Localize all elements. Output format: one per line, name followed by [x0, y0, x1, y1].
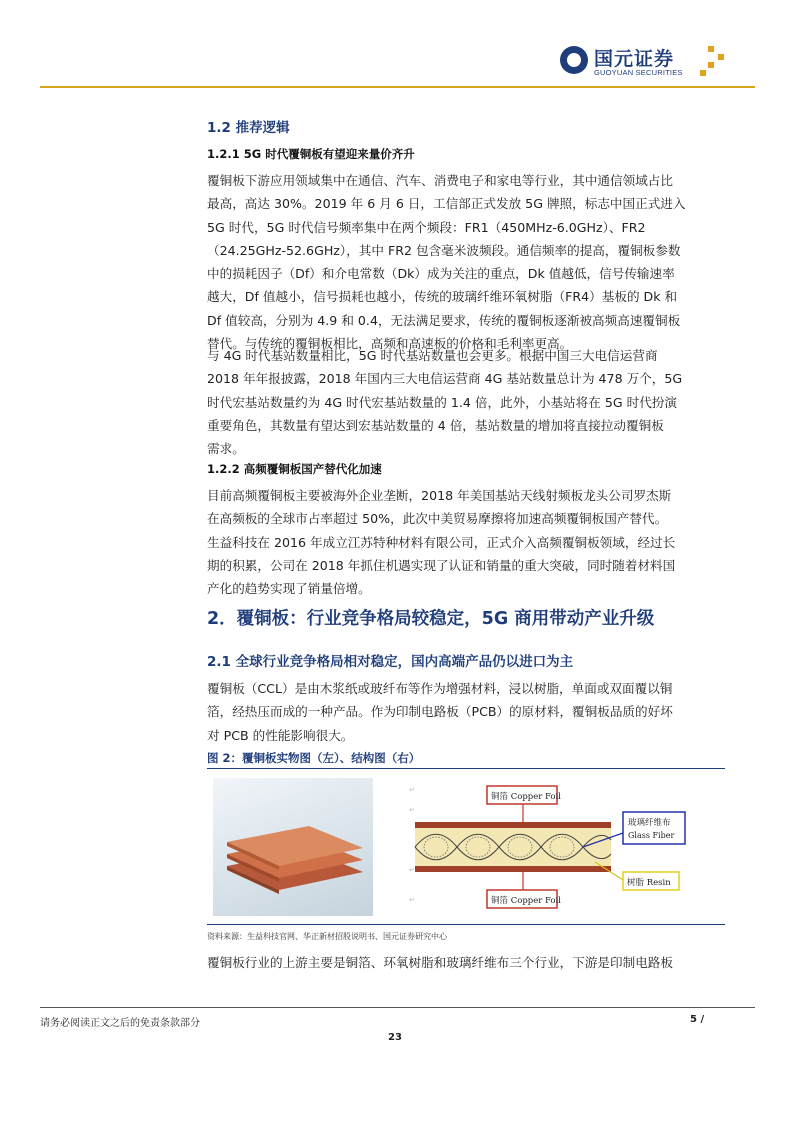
paragraph-line: 时代宏基站数量约为 4G 时代宏基站数量的 1.4 倍，此外，小基站将在 5G 时代扮演	[207, 394, 677, 410]
ccl-structure-diagram	[405, 778, 720, 918]
paragraph-line: 替代。与传统的覆铜板相比，高频和高速板的价格和毛利率更高。	[207, 336, 573, 352]
paragraph-line: 覆铜板（CCL）是由木浆纸或玻纤布等作为增强材料，浸以树脂，单面或双面覆以铜	[207, 681, 673, 696]
paragraph-line: （24.25GHz-52.6GHz），其中 FR2 包含毫米波频段。通信频率的提高，覆铜板参数	[207, 242, 681, 258]
paragraph-line: 产化的趋势实现了销量倍增。	[207, 581, 371, 597]
figure-title: 图 2：覆铜板实物图（左）、结构图（右）	[207, 751, 421, 765]
logo-text-en: GUOYUAN SECURITIES	[594, 68, 683, 77]
header-divider	[40, 86, 755, 88]
svg-text:↵: ↵	[409, 786, 415, 794]
svg-text:↵: ↵	[409, 866, 415, 874]
label-copper-bottom: 铜箔 Copper Foil	[491, 896, 561, 906]
paragraph-5g-demand	[207, 169, 719, 355]
label-glass-fiber: 玻璃纤维布	[628, 818, 671, 828]
figure-source: 资料来源：生益科技官网、华正新材招股说明书、国元证券研究中心	[207, 932, 447, 941]
footer-page-indicator: 5 /	[690, 1014, 705, 1025]
logo-square-icon	[708, 62, 714, 68]
paragraph-line: 重要角色，其数量有望达到宏基站数量的 4 倍，基站数量的增加将直接拉动覆铜板	[207, 417, 664, 433]
paragraph-line: 目前高频覆铜板主要被海外企业垄断，2018 年美国基站天线射频板龙头公司罗杰斯	[207, 488, 672, 503]
label-glass-fiber-en: Glass Fiber	[628, 831, 675, 840]
logo-text-cn: 国元证券	[594, 48, 675, 70]
paragraph-line: 与 4G 时代基站数量相比，5G 时代基站数量也会更多。根据中国三大电信运营商	[207, 348, 658, 363]
logo-square-icon	[708, 46, 714, 52]
figure-top-rule	[207, 768, 725, 769]
paragraph-line: Df 值较高，分别为 4.9 和 0.4，无法满足要求，传统的覆铜板逐渐被高频高速覆铜板	[207, 312, 681, 328]
paragraph-line: 箔，经热压而成的一种产品。作为印制电路板（PCB）的原材料，覆铜板品质的好坏	[207, 704, 673, 720]
paragraph-line: 越大，Df 值越小，信号损耗也越小，传统的玻璃纤维环氧树脂（FR4）基板的 Dk 和	[207, 289, 678, 305]
logo-square-icon	[718, 54, 724, 60]
footer-divider	[40, 1007, 755, 1008]
ccl-photo	[213, 778, 373, 916]
section-title-1-2: 1.2 推荐逻辑	[207, 120, 290, 136]
subsection-title-1-2-1: 1.2.1 5G 时代覆铜板有望迎来量价齐升	[207, 147, 415, 161]
section-title-2: 2．覆铜板：行业竞争格局较稳定，5G 商用带动产业升级	[207, 609, 655, 629]
paragraph-base-stations	[207, 344, 719, 460]
page-number: 23	[388, 1032, 402, 1043]
figure-bottom-rule	[207, 924, 725, 925]
subsection-title-1-2-2: 1.2.2 高频覆铜板国产替代化加速	[207, 462, 382, 476]
paragraph-line: 覆铜板下游应用领域集中在通信、汽车、消费电子和家电等行业，其中通信领域占比	[207, 173, 673, 188]
svg-text:↵: ↵	[409, 806, 415, 814]
paragraph-line: 最高，高达 30%。2019 年 6 月 6 日，工信部正式发放 5G 牌照，标志中国正式进入	[207, 196, 686, 212]
section-title-2-1: 2.1 全球行业竞争格局相对稳定，国内高端产品仍以进口为主	[207, 654, 574, 670]
svg-text:↵: ↵	[409, 896, 415, 904]
footer-disclaimer: 请务必阅读正文之后的免责条款部分	[40, 1018, 200, 1029]
logo-square-icon	[700, 70, 706, 76]
paragraph-ccl-definition	[207, 677, 719, 747]
paragraph-line: 需求。	[207, 441, 245, 457]
paragraph-line: 2018 年年报披露，2018 年国内三大电信运营商 4G 基站数量总计为 478 万个，5G	[207, 371, 683, 387]
paragraph-upstream: 覆铜板行业的上游主要是铜箔、环氧树脂和玻璃纤维布三个行业，下游是印制电路板	[207, 955, 673, 970]
ccl-stack-illustration	[213, 778, 373, 916]
paragraph-line: 中的损耗因子（Df）和介电常数（Dk）成为关注的重点，Dk 值越低，信号传输速率	[207, 266, 675, 282]
label-copper-top: 铜箔 Copper Foil	[491, 792, 561, 802]
logo-icon	[560, 46, 588, 74]
paragraph-line: 生益科技在 2016 年成立江苏特种材料有限公司，正式介入高频覆铜板领域，经过长	[207, 534, 676, 550]
label-resin: 树脂 Resin	[627, 878, 671, 888]
paragraph-line: 对 PCB 的性能影响很大。	[207, 727, 354, 743]
header-logo	[560, 44, 740, 80]
paragraph-line: 5G 时代，5G 时代信号频率集中在两个频段：FR1（450MHz-6.0GHz）、FR2	[207, 219, 646, 235]
paragraph-import-substitution	[207, 484, 719, 600]
paragraph-line: 期的积累，公司在 2018 年抓住机遇实现了认证和销量的重大突破，同时随着材料国	[207, 557, 676, 573]
paragraph-line: 在高频板的全球市占率超过 50%，此次中美贸易摩擦将加速高频覆铜板国产替代。	[207, 511, 668, 527]
